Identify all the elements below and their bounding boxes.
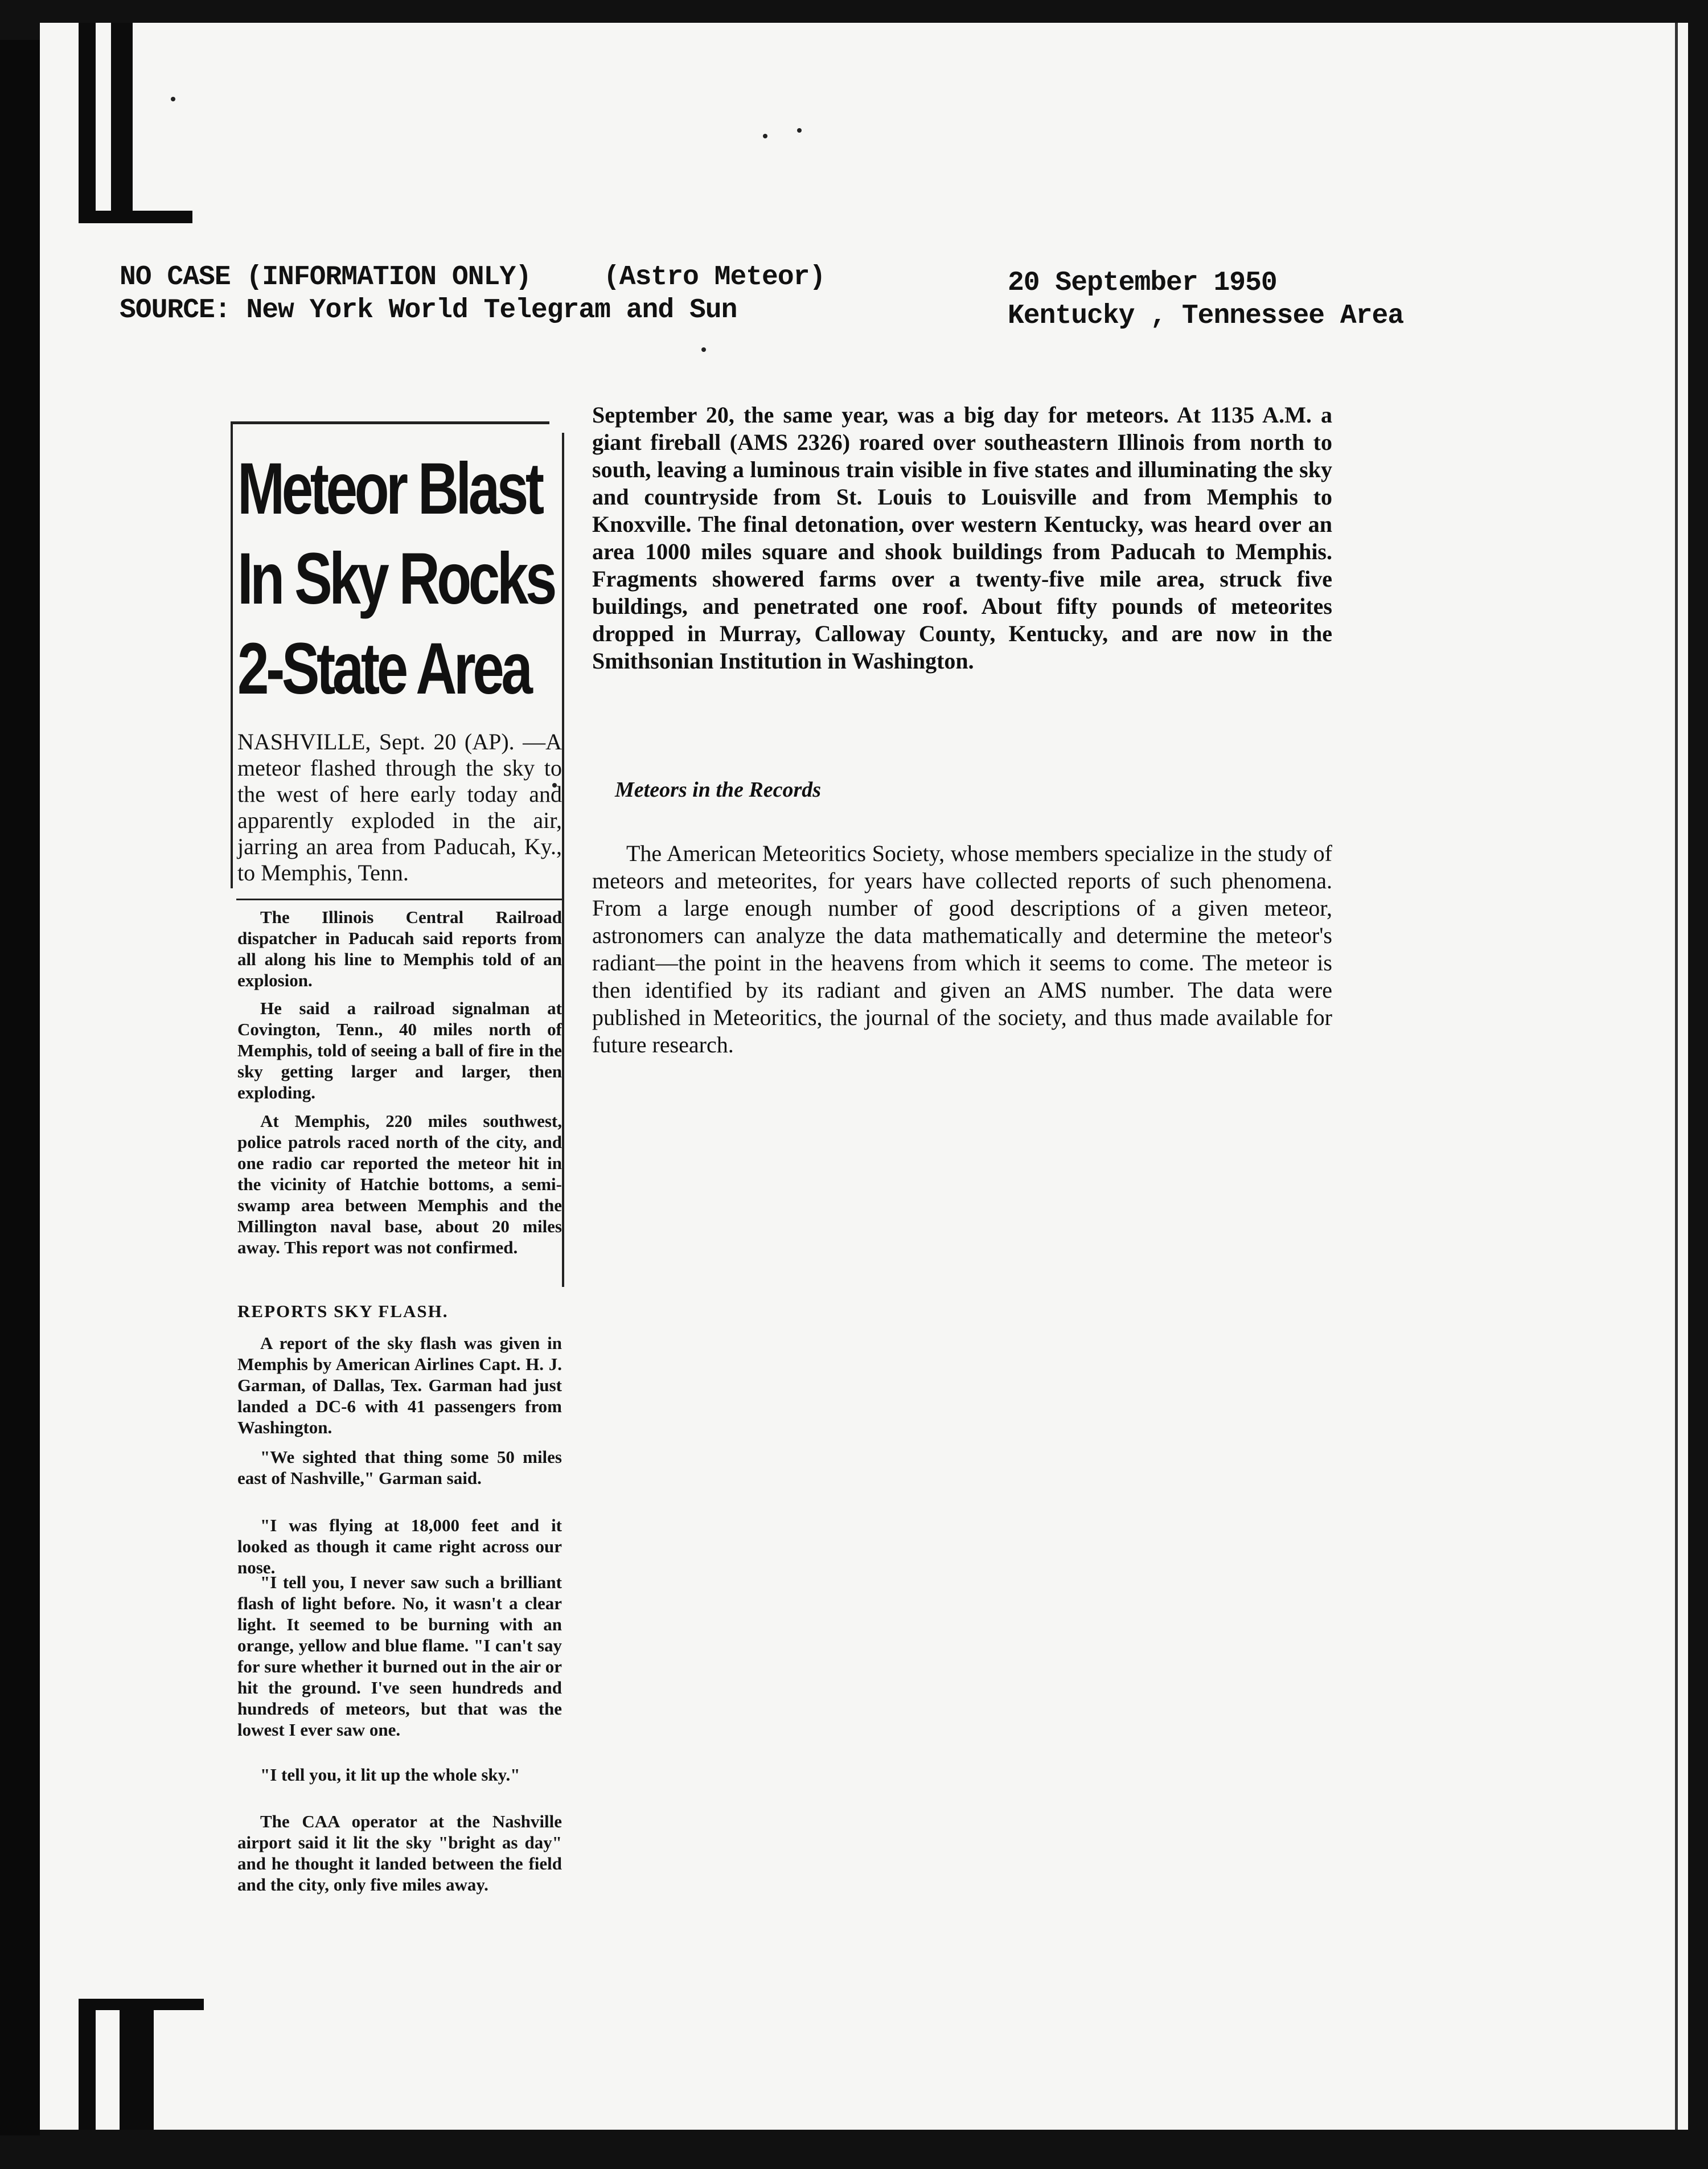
clipping-lead-paragraph: NASHVILLE, Sept. 20 (AP). —A meteor flashed through the sky to the west of here early today and apparently exploded in the air, jarring an area from Paducah, Ky., to Memphis, Tenn. xyxy=(237,729,562,885)
bottom-registration-mark xyxy=(120,2004,154,2130)
case-date: 20 September 1950 xyxy=(1008,268,1277,298)
clipping-left-rule xyxy=(231,421,233,888)
dust-speck xyxy=(797,128,802,133)
dust-speck xyxy=(763,134,767,138)
clipping-paragraph: "I tell you, it lit up the whole sky." xyxy=(260,1765,520,1785)
top-registration-mark xyxy=(79,23,96,222)
headline-line-1: Meteor Blast xyxy=(237,448,541,530)
clipping-subhead: REPORTS SKY FLASH. xyxy=(237,1301,449,1321)
bottom-registration-mark-top xyxy=(79,1999,204,2010)
case-location: Kentucky , Tennessee Area xyxy=(1008,301,1404,331)
clipping-headline xyxy=(237,444,554,714)
headline-line-2: In Sky Rocks xyxy=(237,538,554,620)
clipping-paragraph: At Memphis, 220 miles southwest, police patrols raced north of the city, and one radio car reported the meteor hit in the vicinity of Hatchie bottoms, a semi-swamp area between Memphis and the Millington naval base, about 20 miles away. This report was not confirmed. xyxy=(237,1111,562,1257)
case-category: (Astro Meteor) xyxy=(603,262,826,293)
book-subheading: Meteors in the Records xyxy=(615,778,822,802)
clipping-paragraph: "I was flying at 18,000 feet and it looked as though it came right across our nose. xyxy=(237,1515,562,1577)
clipping-top-rule xyxy=(231,421,549,424)
top-registration-mark-base xyxy=(79,211,192,223)
case-status: NO CASE (INFORMATION ONLY) xyxy=(120,262,531,293)
document-page xyxy=(40,23,1688,2130)
headline-line-3: 2-State Area xyxy=(237,628,530,710)
book-paragraph-2: The American Meteoritics Society, whose members specialize in the study of meteors and meteorites, for years have collected reports of such phenomena. From a large enough number of good descriptions of a given meteor, astronomers can analyze the data mathematically and determine the meteor's radiant—the point in the heavens from which it seems to come. The meteor is then identified by its radiant and given an AMS number. The data were published in Meteoritics, the journal of the society, and thus made available for future research. xyxy=(592,840,1332,1057)
right-border-line xyxy=(1675,23,1678,2130)
top-registration-mark xyxy=(111,23,133,222)
dust-speck xyxy=(171,97,175,101)
clipping-right-rule xyxy=(562,433,564,1287)
clipping-paragraph: He said a railroad signalman at Covington, Tenn., 40 miles north of Memphis, told of seeing a ball of fire in the sky getting larger and larger, then exploding. xyxy=(237,998,562,1102)
newspaper-clipping xyxy=(231,421,572,1959)
clipping-paragraph: A report of the sky flash was given in Memphis by American Airlines Capt. H. J. Garman, of Dallas, Tex. Garman had just landed a DC-6 with 41 passengers from Washington. xyxy=(237,1333,562,1437)
book-paragraph-1: September 20, the same year, was a big day for meteors. At 1135 A.M. a giant fireball (AMS 2326) roared over southeastern Illinois from north to south, leaving a luminous train visible in five states and illuminating the sky and countryside from St. Louis to Louisville and from Memphis to Knoxville. The final detonation, over western Kentucky, was heard over an area 1000 miles square and shook buildings from Paducah to Memphis. Fragments showered farms over a twenty-five mile area, struck five buildings, and penetrated one roof. About fifty pounds of meteorites dropped in Murray, Calloway County, Kentucky, and are now in the Smithsonian Institution in Washington. xyxy=(592,402,1332,674)
scan-left-edge xyxy=(0,40,40,2135)
lead-separator xyxy=(236,899,564,900)
clipping-paragraph: The CAA operator at the Nashville airport said it lit the sky "bright as day" and he thought it landed between the field and the city, only five miles away. xyxy=(237,1811,562,1895)
clipping-paragraph: "I tell you, I never saw such a brilliant flash of light before. No, it wasn't a clear light. It seemed to be burning with an orange, yellow and blue flame. "I can't say for sure whether it burned out in the air or hit the ground. I've seen hundreds and hundreds of meteors, but that was the lowest I ever saw one. xyxy=(237,1572,562,1740)
bottom-registration-mark xyxy=(79,2004,96,2130)
dust-speck xyxy=(701,347,706,352)
clipping-paragraph: "We sighted that thing some 50 miles east of Nashville," Garman said. xyxy=(237,1447,562,1488)
clipping-paragraph: The Illinois Central Railroad dispatcher in Paducah said reports from all along his line to Memphis told of an explosion. xyxy=(237,907,562,990)
source-line: SOURCE: New York World Telegram and Sun xyxy=(120,295,737,326)
